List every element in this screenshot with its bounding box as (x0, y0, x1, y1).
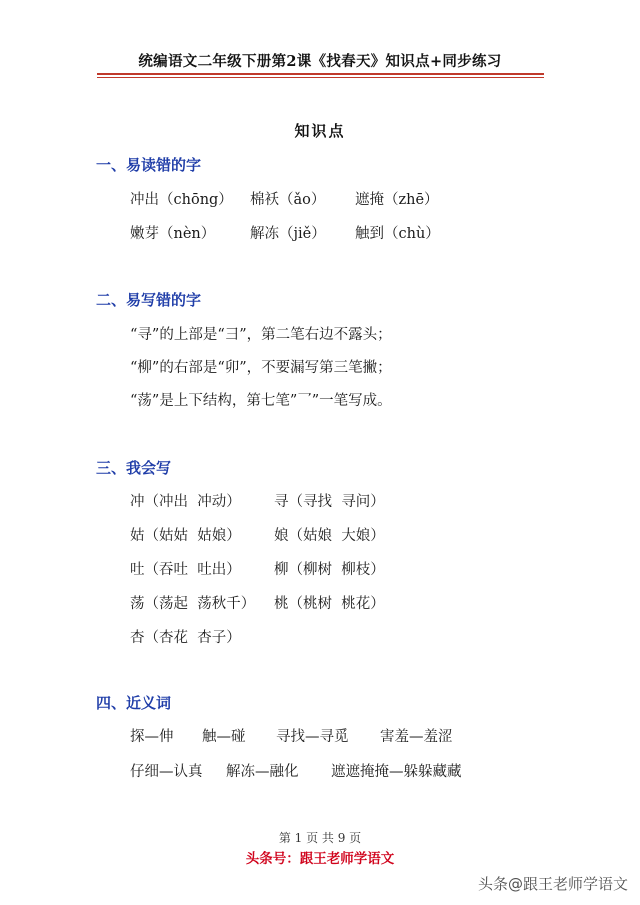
char-item: 寻（寻找 寻问） (274, 494, 385, 510)
synonym-pair: 寻找—寻觅 (276, 729, 349, 745)
char-item: 吐（吞吐 吐出） (130, 562, 241, 578)
char-item: 姑（姑姑 姑娘） (130, 528, 241, 544)
synonym-pair: 探—伸 (130, 729, 174, 745)
note-line: “寻”的上部是“彐”，第二笔右边不露头； (130, 327, 392, 343)
synonym-pair: 害羞—羞涩 (380, 729, 453, 745)
char-item: 桃（桃树 桃花） (274, 596, 385, 612)
char-item: 杏（杏花 杏子） (130, 630, 241, 646)
header-rule-thin (97, 77, 544, 78)
synonym-pair: 触—碰 (202, 729, 246, 745)
document-header-title: 统编语文二年级下册第2课《找春天》知识点+同步练习 (138, 53, 502, 70)
char-item: 荡（荡起 荡秋千） (130, 596, 256, 612)
page-title: 知识点 (294, 122, 346, 140)
synonym-pair: 解冻—融化 (226, 764, 299, 780)
note-line: “柳”的右部是“卯”，不要漏写第三笔撇； (130, 360, 392, 376)
section-heading-synonyms: 四、近义词 (96, 694, 172, 712)
watermark: 头条@跟王老师学语文 (477, 875, 628, 893)
synonym-pair: 仔细—认真 (130, 764, 203, 780)
word-item: 嫩芽（nèn） (130, 226, 216, 242)
header-rule (97, 73, 544, 75)
word-item: 触到（chù） (355, 226, 440, 242)
char-item: 娘（姑娘 大娘） (274, 528, 385, 544)
page-number: 第 1 页 共 9 页 (278, 831, 362, 845)
word-item: 解冻（jiě） (250, 226, 326, 242)
word-item: 棉袄（ǎo） (250, 192, 326, 208)
word-item: 冲出（chōng） (130, 192, 233, 208)
section-heading-miswritten: 二、易写错的字 (96, 291, 202, 309)
char-item: 柳（柳树 柳枝） (274, 562, 385, 578)
section-heading-misread: 一、易读错的字 (96, 156, 202, 174)
word-item: 遮掩（zhē） (355, 192, 439, 208)
note-line: “荡”是上下结构，第七笔”乛”一笔写成。 (130, 393, 392, 409)
section-heading-i-can-write: 三、我会写 (96, 459, 172, 477)
char-item: 冲（冲出 冲动） (130, 494, 241, 510)
synonym-pair: 遮遮掩掩—躲躲藏藏 (331, 764, 462, 780)
footer-brand: 头条号：跟王老师学语文 (245, 851, 395, 867)
